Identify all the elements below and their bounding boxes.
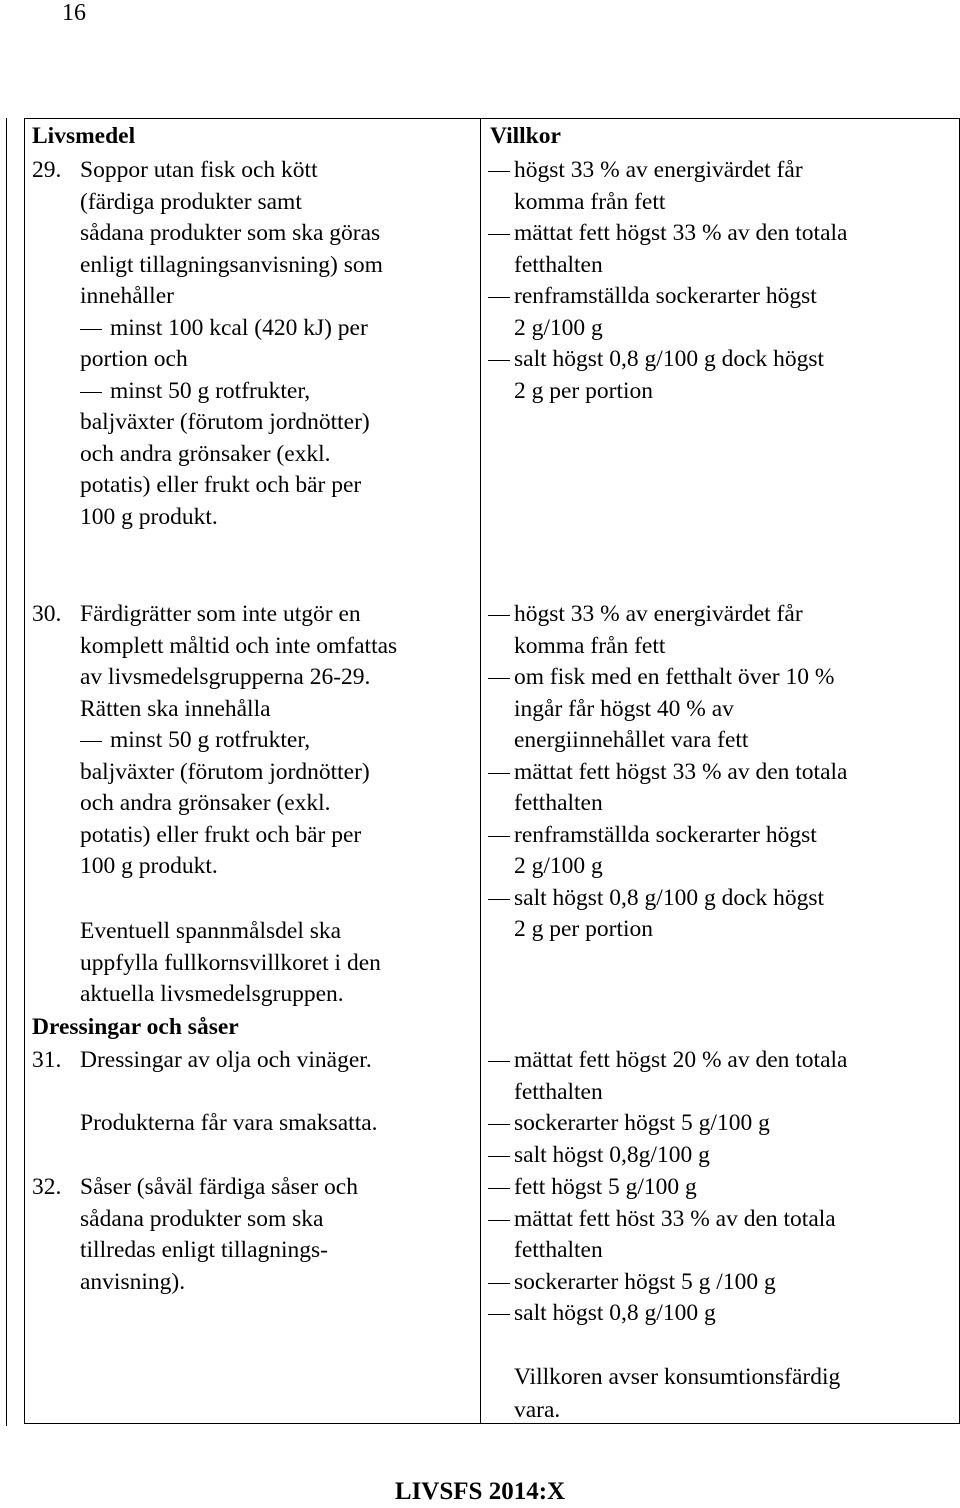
condition-line: sockerarter högst 5 g/100 g — [514, 1110, 770, 1136]
dash-bullet — [488, 615, 510, 616]
condition-line: om fisk med en fetthalt över 10 % — [514, 664, 835, 690]
food-bullet-line: minst 50 g rotfrukter, — [110, 727, 311, 753]
food-text-line: anvisning). — [80, 1268, 186, 1295]
food-text-line: innehåller — [80, 283, 174, 309]
food-text-line: Eventuell spannmålsdel ska — [80, 918, 342, 944]
condition-line: komma från fett — [514, 632, 666, 659]
group-number: 30. — [32, 601, 62, 627]
outer-margin-line — [6, 118, 7, 1426]
group-number: 29. — [32, 157, 62, 183]
food-bullet-line: portion och — [80, 346, 188, 372]
food-text-line: (färdiga produkter samt — [80, 188, 302, 215]
food-bullet-line: minst 100 kcal (420 kJ) per — [110, 314, 368, 341]
food-bullet-line: baljväxter (förutom jordnötter) — [80, 409, 370, 435]
food-text-line: komplett måltid och inte omfattas — [80, 632, 398, 659]
dash-bullet — [488, 836, 510, 837]
section-heading: Dressingar och såser — [32, 1014, 239, 1040]
condition-line: ingår får högst 40 % av — [514, 695, 734, 722]
condition-line: sockerarter högst 5 g /100 g — [514, 1268, 776, 1295]
dash-bullet — [488, 360, 510, 361]
dash-bullet — [488, 297, 510, 298]
page-number: 16 — [62, 0, 86, 26]
food-bullet-line: och andra grönsaker (exkl. — [80, 440, 331, 467]
condition-line: 2 g/100 g — [514, 314, 603, 341]
condition-line: salt högst 0,8 g/100 g — [514, 1300, 716, 1326]
dash-bullet — [488, 1188, 510, 1189]
dash-bullet — [488, 1220, 510, 1221]
food-note-line: Produkterna får vara smaksatta. — [80, 1110, 378, 1136]
food-text-line: Dressingar av olja och vinäger. — [80, 1047, 372, 1073]
footer-reference: LIVSFS 2014:X — [394, 1478, 566, 1505]
food-bullet-line: 100 g produkt. — [80, 853, 218, 879]
condition-line: 2 g per portion — [514, 377, 654, 404]
dash-bullet — [488, 234, 510, 235]
condition-line: fetthalten — [514, 790, 603, 816]
food-bullet-line: minst 50 g rotfrukter, — [110, 377, 311, 404]
condition-line: 2 g/100 g — [514, 853, 603, 879]
condition-line: mättat fett högst 33 % av den totala — [514, 758, 848, 785]
condition-line: fetthalten — [514, 1237, 603, 1263]
dash-bullet — [80, 329, 102, 330]
food-text-line: aktuella livsmedelsgruppen. — [80, 981, 344, 1007]
condition-note-line: vara. — [514, 1397, 561, 1423]
condition-line: fetthalten — [514, 251, 603, 278]
dash-bullet — [488, 773, 510, 774]
condition-line: energiinnehållet vara fett — [514, 727, 749, 753]
condition-line: mättat fett högst 33 % av den totala — [514, 220, 848, 246]
food-text-line: uppfylla fullkornsvillkoret i den — [80, 949, 381, 976]
dash-bullet — [488, 171, 510, 172]
condition-line: fett högst 5 g/100 g — [514, 1174, 697, 1200]
dash-bullet — [80, 392, 102, 393]
food-text-line: sådana produkter som ska göras — [80, 220, 381, 246]
condition-line: högst 33 % av energivärdet får — [514, 157, 803, 183]
dash-bullet — [488, 1283, 510, 1284]
dash-bullet — [80, 741, 102, 742]
condition-line: komma från fett — [514, 188, 666, 215]
dash-bullet — [488, 1061, 510, 1062]
dash-bullet — [488, 1156, 510, 1157]
condition-line: salt högst 0,8 g/100 g dock högst — [514, 346, 825, 372]
food-bullet-line: baljväxter (förutom jordnötter) — [80, 758, 370, 785]
food-text-line: sådana produkter som ska — [80, 1205, 324, 1232]
condition-line: salt högst 0,8g/100 g — [514, 1141, 710, 1168]
food-text-line: Färdigrätter som inte utgör en — [80, 601, 361, 627]
header-conditions: Villkor — [490, 123, 561, 149]
food-text-line: Såser (såväl färdiga såser och — [80, 1174, 358, 1200]
condition-note-line: Villkoren avser konsumtionsfärdig — [514, 1364, 841, 1390]
condition-line: fetthalten — [514, 1078, 603, 1105]
food-text-line: Rätten ska innehålla — [80, 695, 271, 722]
food-text-line: av livsmedelsgrupperna 26-29. — [80, 664, 371, 690]
food-bullet-line: potatis) eller frukt och bär per — [80, 472, 362, 498]
condition-line: mättat fett högst 20 % av den totala — [514, 1047, 848, 1073]
condition-line: 2 g per portion — [514, 916, 654, 942]
food-bullet-line: potatis) eller frukt och bär per — [80, 821, 362, 848]
food-bullet-line: 100 g produkt. — [80, 503, 218, 530]
condition-line: renframställda sockerarter högst — [514, 821, 817, 848]
group-number: 31. — [32, 1047, 62, 1073]
food-text-line: Soppor utan fisk och kött — [80, 157, 318, 183]
group-number: 32. — [32, 1174, 62, 1200]
dash-bullet — [488, 899, 510, 900]
condition-line: mättat fett höst 33 % av den totala — [514, 1205, 836, 1232]
condition-line: salt högst 0,8 g/100 g dock högst — [514, 884, 825, 911]
condition-line: högst 33 % av energivärdet får — [514, 601, 803, 627]
dash-bullet — [488, 678, 510, 679]
header-food: Livsmedel — [32, 123, 136, 149]
dash-bullet — [488, 1314, 510, 1315]
food-bullet-line: och andra grönsaker (exkl. — [80, 790, 331, 816]
condition-line: renframställda sockerarter högst — [514, 283, 817, 309]
dash-bullet — [488, 1124, 510, 1125]
column-divider — [480, 118, 481, 1424]
food-text-line: tillredas enligt tillagnings- — [80, 1237, 329, 1263]
food-text-line: enligt tillagningsanvisning) som — [80, 251, 383, 278]
